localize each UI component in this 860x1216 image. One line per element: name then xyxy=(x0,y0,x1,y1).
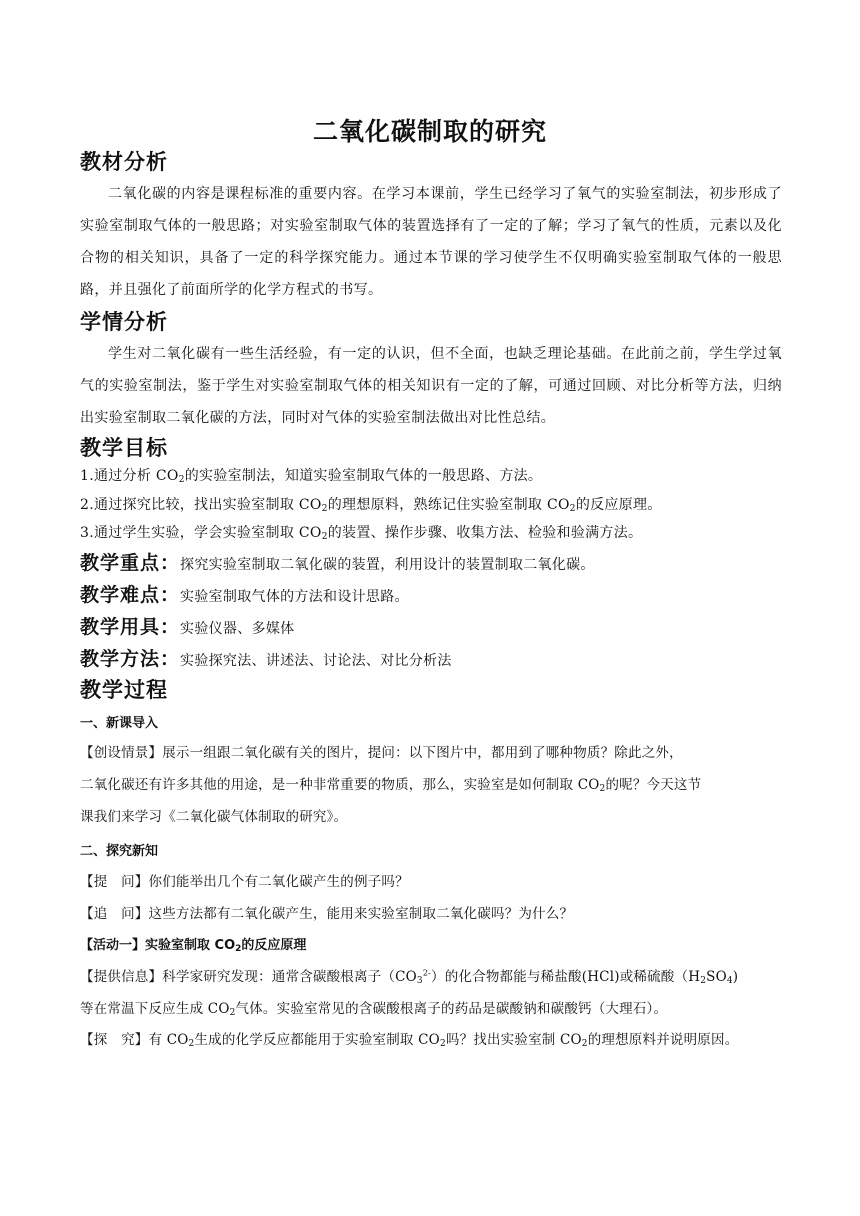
goal-item-3: 3.通过学生实验，学会实验室制取 $CO_2$的装置、操作步骤、收集方法、检验和验满方法。 xyxy=(80,525,643,542)
intro-line-3: 课我们来学习《二氧化碳气体制取的研究》。 xyxy=(80,809,348,825)
goal-item-1: 1.通过分析 $CO_2$的实验室制法，知道实验室制取气体的一般思路、方法。 xyxy=(80,468,543,485)
document-title: 二氧化碳制取的研究 xyxy=(312,117,547,146)
tools-value: 实验仪器、多媒体 xyxy=(180,621,295,637)
part2-heading: 二、探究新知 xyxy=(80,844,159,859)
info-line-2: 等在常温下反应生成 $CO_2$气体。实验室常见的含碳酸根离子的药品是碳酸钠和碳酸钙（大理石）。 xyxy=(80,1001,668,1018)
heading-learner-analysis: 学情分析 xyxy=(80,310,168,334)
heading-teaching-process: 教学过程 xyxy=(80,678,168,702)
goal-item-2: 2.通过探究比较，找出实验室制取 $CO_2$的理想原料，熟练记住实验室制取 $CO_2$的反应原理。 xyxy=(80,497,662,514)
key-points-row xyxy=(80,548,595,575)
activity1-heading: 【活动一】实验室制取 $CO_2$的反应原理 xyxy=(80,938,307,954)
tools-row xyxy=(80,612,294,639)
explore-line: 【探 究】有 $CO_2$生成的化学反应都能用于实验室制取 $CO_2$吗？找出实验室制 $CO_2$的理想原料并说明原因。 xyxy=(80,1032,739,1049)
difficulty-row xyxy=(80,580,409,607)
paragraph-textbook-analysis: 二氧化碳的内容是课程标准的重要内容。在学习本课前，学生已经学习了氧气的实验室制法，初步形成了实验室制取气体的一般思路；对实验室制取气体的装置选择有了一定的了解；学习了氧气的性质，元素以及化合物的相关知识，具备了一定的科学探究能力。通过本节课的学习使学生不仅明确实验室制取气体的一般思路，并且强化了前面所学的化学方程式的书写。 xyxy=(80,186,782,298)
heading-teaching-goals: 教学目标 xyxy=(80,436,168,460)
part1-heading: 一、新课导入 xyxy=(80,716,159,731)
info-line-1: 【提供信息】科学家研究发现：通常含碳酸根离子$(CO_3^{2-})$的化合物都能与稀盐酸(HCl)或稀硫酸$(H_2SO_4)$ xyxy=(80,968,739,986)
difficulty-value: 实验室制取气体的方法和设计思路。 xyxy=(180,589,409,605)
ask-line: 【提 问】你们能举出几个有二氧化碳产生的例子吗？ xyxy=(80,874,409,890)
tools-label: 教学用具： xyxy=(80,616,181,638)
key-points-label: 教学重点： xyxy=(80,552,181,574)
paragraph-learner-analysis: 学生对二氧化碳有一些生活经验，有一定的认识，但不全面，也缺乏理论基础。在此前之前，学生学过氧气的实验室制法，鉴于学生对实验室制取气体的相关知识有一定的了解，可通过回顾、对比分析等方法，归纳出实验室制取二氧化碳的方法，同时对气体的实验室制法做出对比性总结。 xyxy=(80,346,782,426)
methods-label: 教学方法： xyxy=(80,648,181,670)
difficulty-label: 教学难点： xyxy=(80,584,181,606)
key-points-value: 探究实验室制取二氧化碳的装置，利用设计的装置制取二氧化碳。 xyxy=(180,557,595,573)
methods-value: 实验探究法、讲述法、讨论法、对比分析法 xyxy=(180,653,452,669)
intro-line-1: 【创设情景】展示一组跟二氧化碳有关的图片，提问：以下图片中，都用到了哪种物质？除此之外， xyxy=(80,745,683,761)
intro-line-2: 二氧化碳还有许多其他的用途，是一种非常重要的物质，那么，实验室是如何制取 $CO_2$的呢？今天这节 xyxy=(80,777,702,794)
followup-line: 【追 问】这些方法都有二氧化碳产生，能用来实验室制取二氧化碳吗？为什么？ xyxy=(80,906,574,922)
heading-textbook-analysis: 教材分析 xyxy=(80,150,168,174)
methods-row xyxy=(80,644,452,671)
